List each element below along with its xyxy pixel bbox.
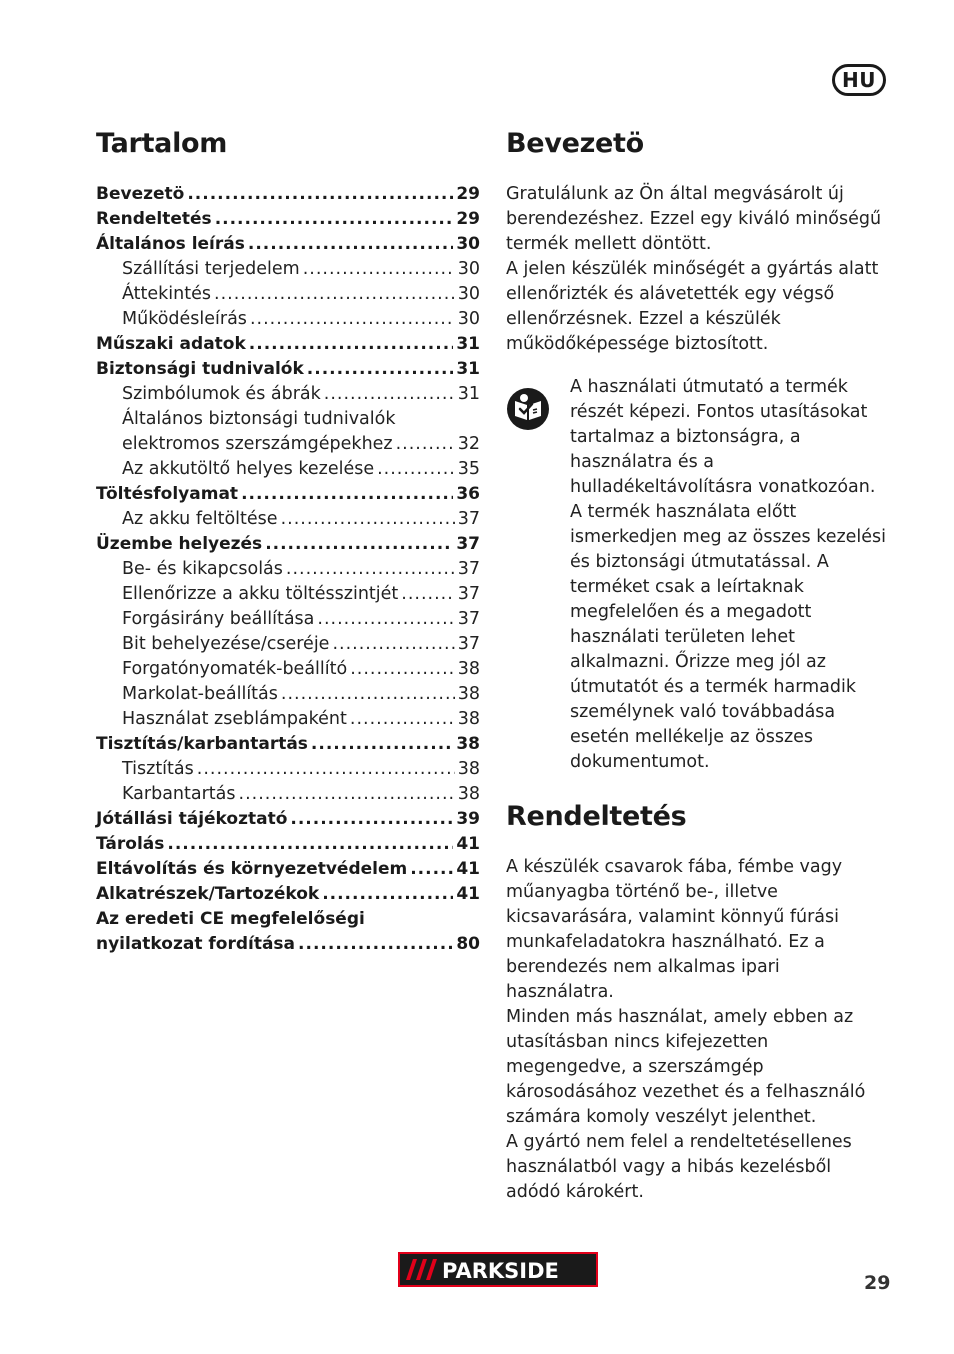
toc-leader-dots [167, 832, 453, 857]
manual-notice [506, 375, 891, 775]
toc-entry-page: 38 [457, 684, 480, 704]
toc-leader-dots [250, 307, 455, 332]
toc-entry-page: 37 [457, 509, 480, 529]
purpose-paragraph-1: A készülék csavarok fába, fémbe vagy műanyagba történő be-, illetve kicsavarására, valamint könnyű fúrási munkafeladatokra használható. Ez a berendezés nem alkalmas ipari használatra. [506, 857, 843, 1002]
toc-entry [96, 682, 480, 707]
toc-entry [96, 307, 480, 332]
toc-entry-label: Az eredeti CE megfelelőségi [96, 909, 365, 929]
toc-entry-label: Be- és kikapcsolás [122, 559, 283, 579]
purpose-paragraph-2: Minden más használat, amely ebben az utasításban nincs kifejezetten megengedve, a szerszámgép károsodásához vezethet és a felhasználó számára komoly veszélyt jelenthet. [506, 1007, 866, 1127]
toc-entry [96, 557, 480, 582]
toc-entry-label: nyilatkozat fordítása [96, 934, 296, 954]
toc-entry-page: 41 [456, 834, 480, 854]
toc-entry [96, 257, 480, 282]
toc-entry [96, 207, 480, 232]
toc-leader-dots [215, 207, 454, 232]
toc-entry-label: Szimbólumok és ábrák [122, 384, 321, 404]
toc-entry-page: 31 [456, 359, 480, 379]
toc-entry-label: Használat zseblámpaként [122, 709, 347, 729]
toc-entry-label: Áttekintés [122, 284, 211, 304]
toc-entry [96, 782, 480, 807]
toc-entry [96, 332, 480, 357]
toc-entry-page: 38 [457, 709, 480, 729]
toc-leader-dots [281, 682, 455, 707]
toc-entry [96, 832, 480, 857]
page-number: 29 [864, 1272, 891, 1294]
toc-entry [96, 582, 480, 607]
toc-entry-page: 37 [457, 584, 480, 604]
toc-leader-dots [241, 482, 453, 507]
toc-entry-page: 32 [457, 434, 480, 454]
toc-leader-dots [377, 457, 455, 482]
intro-paragraph-1: Gratulálunk az Ön által megvásárolt új berendezéshez. Ezzel egy kiváló minőségű termék mellett döntött. [506, 184, 882, 254]
toc-entry [96, 232, 480, 257]
toc-entry [96, 357, 480, 382]
toc-entry-label: Jótállási tájékoztató [96, 809, 288, 829]
toc-entry [96, 482, 480, 507]
toc-entry [96, 532, 480, 557]
toc-leader-dots [214, 282, 455, 307]
toc-leader-dots [265, 532, 453, 557]
toc-entry-label: Bevezetö [96, 184, 185, 204]
toc-leader-dots [401, 582, 454, 607]
toc-entry-page: 30 [457, 309, 480, 329]
toc-entry-page: 30 [457, 284, 480, 304]
toc-entry [96, 382, 480, 407]
toc-entry [96, 457, 480, 482]
toc-entry-page: 29 [456, 184, 480, 204]
toc-entry-page: 37 [457, 559, 480, 579]
toc-entry-label: Általános biztonsági tudnivalók [122, 409, 396, 429]
toc-entry-label: elektromos szerszámgépekhez [122, 434, 393, 454]
toc-entry-label: Tisztítás [122, 759, 194, 779]
toc-leader-dots [332, 632, 454, 657]
right-column [506, 124, 891, 1205]
toc-leader-dots [239, 782, 455, 807]
toc-entry [96, 807, 480, 832]
toc-entry-label: Tisztítás/karbantartás [96, 734, 308, 754]
toc-entry-label: Karbantartás [122, 784, 236, 804]
toc-leader-dots [317, 607, 454, 632]
parkside-logo [398, 1252, 598, 1287]
toc-leader-dots [410, 857, 453, 882]
toc-leader-dots [311, 732, 453, 757]
toc-leader-dots [290, 807, 453, 832]
toc-entry-label: Alkatrészek/Tartozékok [96, 884, 320, 904]
toc-entry-page: 38 [457, 759, 480, 779]
toc-leader-dots [322, 882, 453, 907]
toc-entry-label: Az akku feltöltése [122, 509, 278, 529]
toc-entry-page: 38 [457, 784, 480, 804]
toc-entry [96, 432, 480, 457]
purpose-title: Rendeltetés [506, 801, 687, 832]
toc-entry-label: Rendeltetés [96, 209, 212, 229]
logo-text: PARKSIDE [442, 1259, 559, 1283]
toc-list [96, 182, 480, 957]
toc-entry-label: Működésleírás [122, 309, 247, 329]
toc-entry-page: 30 [457, 259, 480, 279]
toc-entry-page: 39 [456, 809, 480, 829]
toc-entry-label: Tárolás [96, 834, 165, 854]
toc-entry-page: 80 [456, 934, 480, 954]
toc-entry [96, 657, 480, 682]
purpose-paragraph-3: A gyártó nem felel a rendeltetésellenes használatból vagy a hibás kezelésből adódó károkért. [506, 1132, 852, 1202]
toc-leader-dots [187, 182, 453, 207]
toc-entry-label: Forgatónyomaték-beállító [122, 659, 348, 679]
read-manual-icon [506, 387, 550, 431]
toc-entry-page: 31 [457, 384, 480, 404]
toc-entry-label: Markolat-beállítás [122, 684, 278, 704]
toc-entry [96, 632, 480, 657]
toc-entry-page: 36 [456, 484, 480, 504]
intro-paragraph-2: A jelen készülék minőségét a gyártás alatt ellenőrizték és alávetették egy végső ellenőrzésnek. Ezzel a készülék működőképessége biztosított. [506, 259, 879, 354]
table-of-contents [96, 124, 480, 957]
toc-entry-label: Biztonsági tudnivalók [96, 359, 304, 379]
toc-entry-page: 31 [456, 334, 480, 354]
language-code: HU [842, 68, 876, 92]
manual-notice-text: A használati útmutató a termék részét képezi. Fontos utasításokat tartalmaz a biztonságra, a használatra és a hulladékeltávolításra vonatkozóan. A termék használata előtt ismerkedjen meg az összes kezelési és biztonsági útmutatással. A terméket csak a leírtaknak megfelelően és a megadott használati területen lehet alkalmazni. Őrizze meg jól az útmutatót és a termék harmadik személynek való továbbadása esetén mellékelje az összes dokumentumot. [570, 377, 887, 772]
toc-leader-dots [281, 507, 455, 532]
toc-entry-label: Műszaki adatok [96, 334, 246, 354]
toc-entry [96, 607, 480, 632]
toc-entry-page: 38 [457, 659, 480, 679]
toc-entry [96, 907, 480, 932]
toc-entry-page: 29 [456, 209, 480, 229]
toc-entry-page: 37 [457, 609, 480, 629]
toc-entry-label: Bit behelyezése/cseréje [122, 634, 330, 654]
toc-entry [96, 882, 480, 907]
toc-entry-page: 41 [456, 884, 480, 904]
toc-entry-page: 38 [456, 734, 480, 754]
toc-leader-dots [396, 432, 455, 457]
toc-entry [96, 857, 480, 882]
intro-title: Bevezetö [506, 128, 644, 159]
toc-leader-dots [307, 357, 454, 382]
toc-entry-page: 35 [457, 459, 480, 479]
toc-entry-page: 37 [457, 634, 480, 654]
language-badge [832, 64, 886, 96]
toc-leader-dots [303, 257, 455, 282]
toc-leader-dots [324, 382, 455, 407]
toc-entry [96, 182, 480, 207]
toc-entry-page: 37 [456, 534, 480, 554]
toc-entry-label: Az akkutöltő helyes kezelése [122, 459, 375, 479]
toc-leader-dots [298, 932, 453, 957]
toc-title: Tartalom [96, 128, 228, 159]
toc-entry [96, 707, 480, 732]
toc-entry-label: Töltésfolyamat [96, 484, 239, 504]
toc-entry [96, 507, 480, 532]
toc-entry [96, 932, 480, 957]
toc-leader-dots [350, 707, 455, 732]
toc-entry-label: Szállítási terjedelem [122, 259, 300, 279]
toc-entry-label: Általános leírás [96, 234, 245, 254]
toc-leader-dots [248, 232, 453, 257]
toc-leader-dots [350, 657, 455, 682]
toc-entry [96, 282, 480, 307]
toc-entry [96, 757, 480, 782]
toc-entry-label: Eltávolítás és környezetvédelem [96, 859, 408, 879]
toc-entry-label: Ellenőrizze a akku töltésszintjét [122, 584, 399, 604]
toc-leader-dots [197, 757, 455, 782]
toc-entry-page: 30 [456, 234, 480, 254]
toc-entry [96, 732, 480, 757]
toc-entry-label: Üzembe helyezés [96, 534, 263, 554]
toc-entry-page: 41 [456, 859, 480, 879]
toc-leader-dots [249, 332, 454, 357]
toc-entry-label: Forgásirány beállítása [122, 609, 315, 629]
toc-leader-dots [286, 557, 455, 582]
toc-entry [96, 407, 480, 432]
